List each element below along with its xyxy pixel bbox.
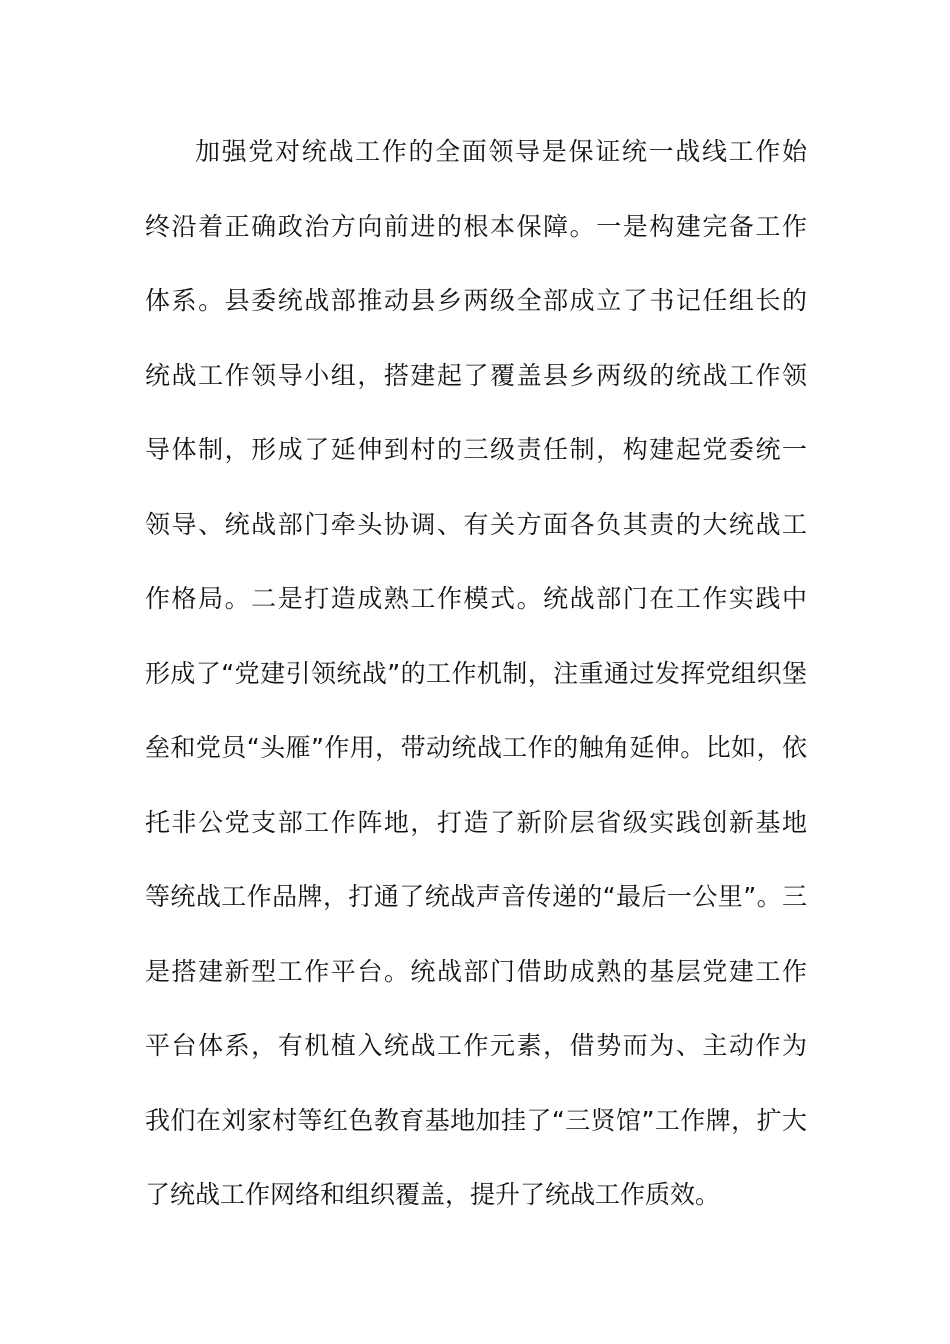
- paragraph-line-last: 了统战工作网络和组织覆盖，提升了统战工作质效。: [145, 1180, 721, 1209]
- paragraph-line: 加强党对统战工作的全面领导是保证统一战线工作始: [195, 137, 807, 166]
- paragraph-line: 等统战工作品牌，打通了统战声音传递的“最后一公里”。三: [145, 882, 807, 911]
- paragraph-line: 形成了“党建引领统战”的工作机制，注重通过发挥党组织堡: [145, 658, 807, 688]
- paragraph-line: 托非公党支部工作阵地，打造了新阶层省级实践创新基地: [145, 807, 807, 837]
- paragraph-line: 垒和党员“头雁”作用，带动统战工作的触角延伸。比如，依: [145, 733, 807, 762]
- paragraph-line: 终沿着正确政治方向前进的根本保障。一是构建完备工作: [145, 211, 807, 241]
- body-paragraph: [145, 130, 807, 1248]
- paragraph-line: 领导、统战部门牵头协调、有关方面各负其责的大统战工: [145, 509, 807, 539]
- paragraph-line: 平台体系，有机植入统战工作元素，借势而为、主动作为: [145, 1031, 807, 1060]
- paragraph-line: 我们在刘家村等红色教育基地加挂了“三贤馆”工作牌，扩大: [145, 1105, 807, 1135]
- paragraph-line: 作格局。二是打造成熟工作模式。统战部门在工作实践中: [145, 584, 807, 613]
- paragraph-line: 是搭建新型工作平台。统战部门借助成熟的基层党建工作: [145, 956, 807, 986]
- paragraph-line: 体系。县委统战部推动县乡两级全部成立了书记任组长的: [145, 286, 807, 315]
- paragraph-line: 导体制，形成了延伸到村的三级责任制，构建起党委统一: [145, 435, 807, 464]
- paragraph-line: 统战工作领导小组，搭建起了覆盖县乡两级的统战工作领: [145, 360, 807, 390]
